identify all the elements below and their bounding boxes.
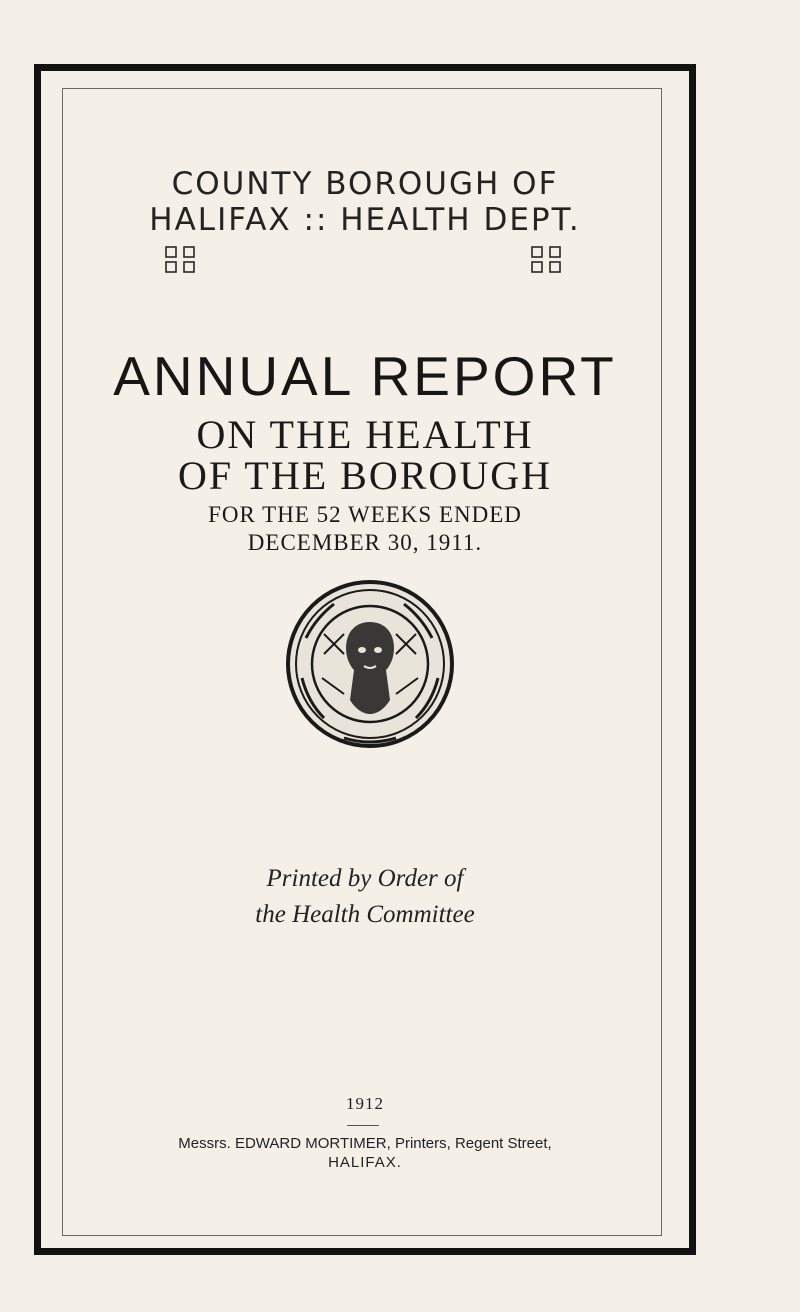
subtitle-line-1: ON THE HEALTH [196, 412, 534, 457]
publication-year: 1912 [346, 1094, 384, 1113]
report-title: ANNUAL REPORT [113, 345, 617, 407]
period-line-1: FOR THE 52 WEEKS ENDED [208, 502, 522, 527]
outer-rule-left [34, 64, 41, 1255]
printer-line-1: Messrs. EDWARD MORTIMER, Printers, Regent Street, [178, 1135, 552, 1152]
outer-rule-top [34, 64, 696, 71]
header-line-2: HALIFAX :: HEALTH DEPT. [149, 202, 581, 238]
divider [347, 1125, 379, 1126]
square-ornament-icon [530, 245, 566, 275]
subtitle-line-2: OF THE BOROUGH [178, 453, 552, 498]
header-line-1: COUNTY BOROUGH OF [171, 166, 559, 202]
printer-line-2: HALIFAX. [328, 1154, 402, 1171]
outer-rule-bottom [34, 1248, 696, 1255]
square-ornament-icon [164, 245, 200, 275]
imprint-line-1: Printed by Order of [266, 865, 464, 892]
outer-rule-right [689, 64, 696, 1255]
imprint-line-2: the Health Committee [255, 901, 475, 928]
period-line-2: DECEMBER 30, 1911. [247, 530, 483, 555]
borough-seal-icon [284, 578, 456, 750]
